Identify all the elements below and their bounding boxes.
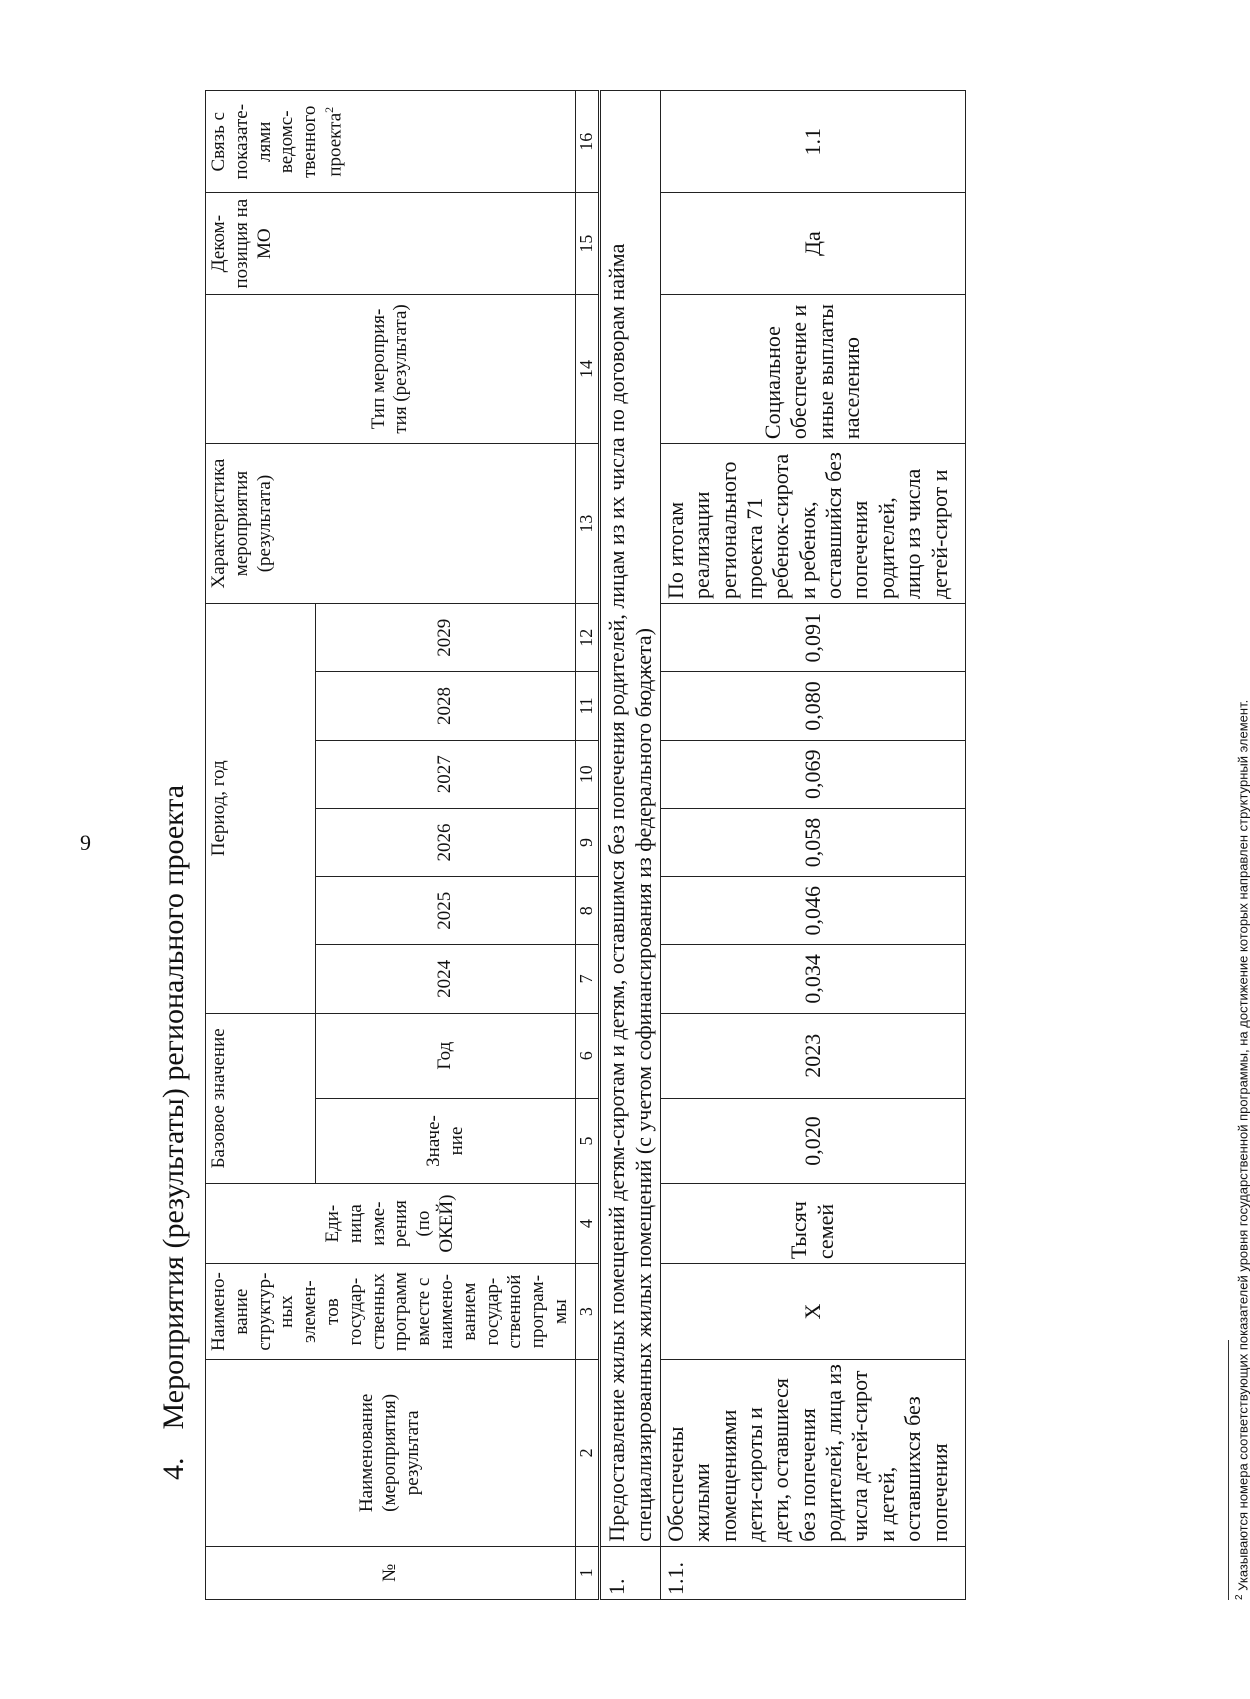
column-number: 13 <box>575 444 599 604</box>
header-link-text: Связь с показате-лями ведомс-твенного проекта <box>208 103 346 180</box>
row-value: 0,091 <box>660 604 965 672</box>
column-number: 16 <box>575 91 599 194</box>
section-text: Предоставление жилых помещений детям-сиротам и детям, оставшимся без попечения родителей, лицам из их числа по договорам найма специализированных жилых помещений (с учетом софинансирования из федерального бюджета) <box>599 91 660 1547</box>
column-number: 14 <box>575 294 599 443</box>
table-row <box>660 91 965 1600</box>
section-title <box>150 180 198 1480</box>
row-struct: X <box>660 1264 965 1360</box>
header-link-footnote-mark: 2 <box>321 106 336 113</box>
header-decomp: Деком-позиция на МО <box>206 193 576 294</box>
row-base-year: 2023 <box>660 1013 965 1098</box>
header-year: 2025 <box>316 877 575 945</box>
header-year: 2026 <box>316 808 575 876</box>
column-number: 5 <box>575 1098 599 1183</box>
header-year: 2028 <box>316 672 575 740</box>
column-number: 10 <box>575 740 599 808</box>
row-link: 1.1 <box>660 91 965 194</box>
column-number: 6 <box>575 1013 599 1098</box>
header-period: Период, год <box>206 604 316 1014</box>
row-value: 0,058 <box>660 808 965 876</box>
header-type: Тип мероприя-тия (результата) <box>206 294 576 443</box>
header-year: 2029 <box>316 604 575 672</box>
row-value: 0,080 <box>660 672 965 740</box>
section-title-text: Мероприятия (результаты) регионального проекта <box>157 784 190 1430</box>
header-base: Базовое значение <box>206 1013 316 1184</box>
header-struct: Наимено-вание структур-ных элемен-тов государ-ственных программ вместе с наимено-ванием государ-ственной програм-мы <box>206 1264 576 1360</box>
footnote-divider <box>1228 1340 1229 1600</box>
header-no: № <box>206 1546 576 1599</box>
measures-table <box>205 90 966 1600</box>
section-title-number: 4. <box>157 1457 190 1480</box>
footnote-mark: 2 <box>1234 1594 1245 1600</box>
section-number: 1. <box>599 1546 660 1599</box>
column-number: 7 <box>575 945 599 1013</box>
section-row <box>599 91 660 1600</box>
footnote-text: Указываются номера соответствующих показателей уровня государственной программы, на достижение которых направлен структурный элемент. <box>1235 699 1250 1591</box>
column-number: 9 <box>575 808 599 876</box>
row-number: 1.1. <box>660 1546 965 1599</box>
page-number: 9 <box>80 830 91 855</box>
header-year: 2024 <box>316 945 575 1013</box>
header-base-year: Год <box>316 1013 575 1098</box>
row-unit: Тысяч семей <box>660 1184 965 1264</box>
column-number: 3 <box>575 1264 599 1360</box>
row-value: 0,046 <box>660 877 965 945</box>
column-number: 4 <box>575 1184 599 1264</box>
column-number: 15 <box>575 193 599 294</box>
header-row <box>206 91 316 1600</box>
row-base-value: 0,020 <box>660 1098 965 1183</box>
row-name: Обеспечены жилыми помещениями дети-сироты и дети, оставшиеся без попечения родителей, лица из числа детей-сирот и детей, оставшихся без попечения <box>660 1360 965 1547</box>
row-character: По итогам реализации регионального проекта 71 ребенок-сирота и ребенок, оставшийся без попечения родителей, лицо из числа детей-сирот и <box>660 444 965 604</box>
row-decomp: Да <box>660 193 965 294</box>
header-link <box>206 91 576 194</box>
row-value: 0,069 <box>660 740 965 808</box>
header-year: 2027 <box>316 740 575 808</box>
header-unit: Еди-ница изме-рения (по ОКЕЙ) <box>206 1184 576 1264</box>
column-number: 1 <box>575 1546 599 1599</box>
header-name: Наименование (мероприятия) результата <box>206 1360 576 1547</box>
column-number-row <box>575 91 599 1600</box>
row-type: Социальное обеспечение и иные выплаты населению <box>660 294 965 443</box>
row-value: 0,034 <box>660 945 965 1013</box>
footnote <box>1234 100 1250 1600</box>
column-number: 12 <box>575 604 599 672</box>
header-character: Характеристика мероприятия (результата) <box>206 444 576 604</box>
column-number: 8 <box>575 877 599 945</box>
header-base-value: Значе-ние <box>316 1098 575 1183</box>
rotated-sheet <box>150 0 1250 1600</box>
column-number: 2 <box>575 1360 599 1547</box>
column-number: 11 <box>575 672 599 740</box>
